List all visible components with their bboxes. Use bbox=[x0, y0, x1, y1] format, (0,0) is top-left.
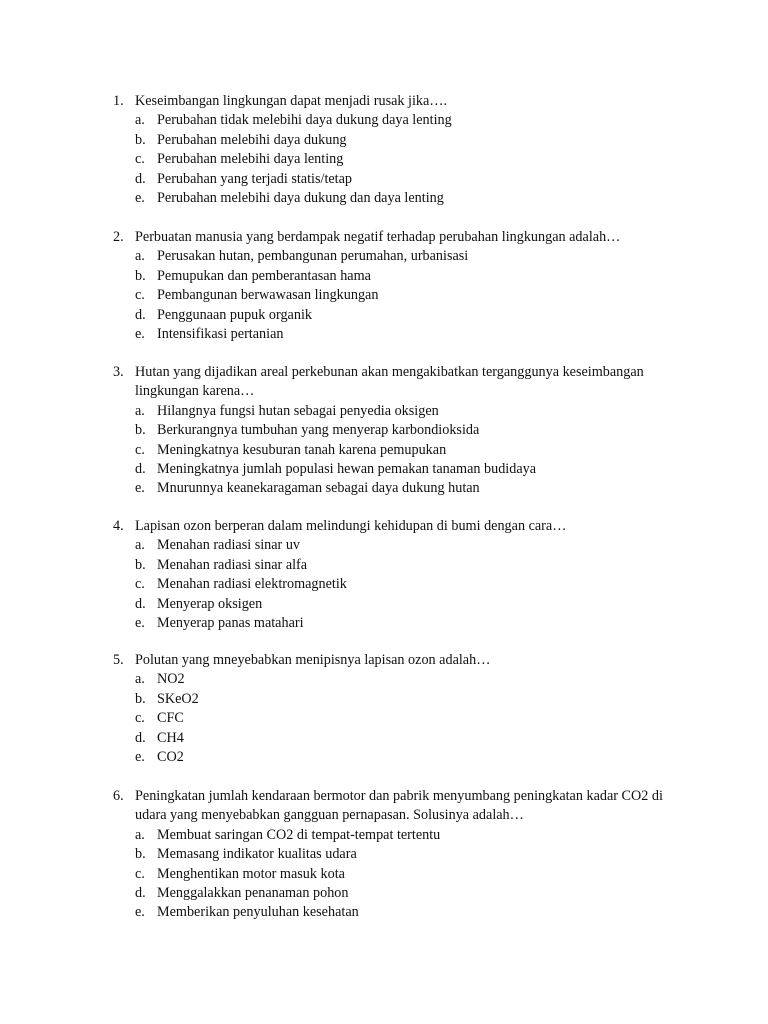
option-letter: b. bbox=[135, 422, 146, 439]
option-e bbox=[113, 903, 693, 922]
question-4 bbox=[113, 517, 693, 633]
question-number: 6. bbox=[113, 788, 124, 804]
option-letter: d. bbox=[135, 306, 146, 323]
option-letter: b. bbox=[135, 267, 146, 284]
option-letter: d. bbox=[135, 170, 146, 187]
option-text: Menghentikan motor masuk kota bbox=[157, 865, 345, 882]
option-c bbox=[113, 865, 693, 884]
question-text: Perbuatan manusia yang berdampak negatif terhadap perubahan lingkungan adalah… bbox=[135, 229, 621, 245]
option-letter: c. bbox=[135, 287, 145, 304]
option-letter: e. bbox=[135, 190, 145, 207]
option-letter: e. bbox=[135, 749, 145, 766]
question-1 bbox=[113, 92, 693, 208]
option-letter: a. bbox=[135, 671, 145, 688]
option-letter: d. bbox=[135, 729, 146, 746]
option-text: Menahan radiasi sinar alfa bbox=[157, 556, 308, 573]
option-text: Perubahan melebihi daya lenting bbox=[157, 151, 344, 168]
question-stem bbox=[113, 92, 693, 111]
option-c bbox=[113, 441, 693, 460]
question-2 bbox=[113, 228, 693, 344]
option-text: CH4 bbox=[157, 729, 184, 746]
question-number: 1. bbox=[113, 93, 124, 109]
option-text: Perusakan hutan, pembangunan perumahan, urbanisasi bbox=[157, 248, 469, 265]
option-b bbox=[113, 421, 693, 440]
option-text: Perubahan tidak melebihi daya dukung daya lenting bbox=[157, 112, 452, 129]
question-text: Polutan yang mneyebabkan menipisnya lapisan ozon adalah… bbox=[135, 652, 491, 668]
option-d bbox=[113, 460, 693, 479]
question-stem bbox=[113, 787, 693, 826]
option-text: Penggunaan pupuk organik bbox=[157, 306, 312, 323]
option-letter: a. bbox=[135, 112, 145, 129]
question-text: Peningkatan jumlah kendaraan bermotor dan pabrik menyumbang peningkatan kadar CO2 di udara yang menyebabkan gangguan pernapasan. Solusinya adalah… bbox=[135, 788, 663, 824]
option-text: CO2 bbox=[157, 749, 184, 766]
question-text: Hutan yang dijadikan areal perkebunan akan mengakibatkan terganggunya keseimbangan lingkungan karena… bbox=[135, 364, 644, 400]
option-text: Mnurunnya keanekaragaman sebagai daya dukung hutan bbox=[157, 480, 480, 497]
option-text: Menahan radiasi elektromagnetik bbox=[157, 576, 347, 593]
option-letter: e. bbox=[135, 904, 145, 921]
question-number: 2. bbox=[113, 229, 124, 245]
option-e bbox=[113, 748, 693, 767]
option-text: Berkurangnya tumbuhan yang menyerap karbondioksida bbox=[157, 422, 480, 439]
option-c bbox=[113, 286, 693, 305]
option-letter: d. bbox=[135, 461, 146, 478]
option-letter: e. bbox=[135, 480, 145, 497]
option-letter: c. bbox=[135, 151, 145, 168]
option-letter: b. bbox=[135, 690, 146, 707]
option-letter: a. bbox=[135, 248, 145, 265]
option-letter: c. bbox=[135, 710, 145, 727]
option-letter: a. bbox=[135, 826, 145, 843]
question-3 bbox=[113, 363, 693, 499]
option-e bbox=[113, 614, 693, 633]
option-text: Perubahan melebihi daya dukung bbox=[157, 131, 347, 148]
question-stem bbox=[113, 517, 693, 536]
option-d bbox=[113, 306, 693, 325]
option-letter: b. bbox=[135, 131, 146, 148]
option-letter: b. bbox=[135, 556, 146, 573]
option-a bbox=[113, 402, 693, 421]
option-text: NO2 bbox=[157, 671, 185, 688]
option-text: Memasang indikator kualitas udara bbox=[157, 846, 357, 863]
option-letter: c. bbox=[135, 441, 145, 458]
option-text: Pembangunan berwawasan lingkungan bbox=[157, 287, 379, 304]
option-text: Menggalakkan penanaman pohon bbox=[157, 885, 349, 902]
option-a bbox=[113, 826, 693, 845]
question-6 bbox=[113, 787, 693, 923]
option-letter: c. bbox=[135, 865, 145, 882]
option-b bbox=[113, 845, 693, 864]
option-a bbox=[113, 536, 693, 555]
option-d bbox=[113, 729, 693, 748]
option-text: Meningkatnya jumlah populasi hewan pemakan tanaman budidaya bbox=[157, 461, 537, 478]
option-letter: c. bbox=[135, 576, 145, 593]
option-a bbox=[113, 670, 693, 689]
option-text: Perubahan yang terjadi statis/tetap bbox=[157, 170, 353, 187]
option-d bbox=[113, 595, 693, 614]
option-b bbox=[113, 267, 693, 286]
option-text: SKeO2 bbox=[157, 690, 199, 707]
option-c bbox=[113, 709, 693, 728]
option-text: Membuat saringan CO2 di tempat-tempat tertentu bbox=[157, 826, 441, 843]
option-letter: d. bbox=[135, 595, 146, 612]
option-list bbox=[113, 402, 693, 499]
option-b bbox=[113, 556, 693, 575]
option-e bbox=[113, 189, 693, 208]
option-text: Hilangnya fungsi hutan sebagai penyedia oksigen bbox=[157, 402, 439, 419]
option-e bbox=[113, 325, 693, 344]
option-list bbox=[113, 536, 693, 633]
option-letter: b. bbox=[135, 846, 146, 863]
option-letter: a. bbox=[135, 402, 145, 419]
question-number: 4. bbox=[113, 518, 124, 534]
option-list bbox=[113, 247, 693, 344]
option-c bbox=[113, 575, 693, 594]
option-text: Menyerap oksigen bbox=[157, 595, 263, 612]
question-5 bbox=[113, 651, 693, 767]
option-letter: a. bbox=[135, 537, 145, 554]
option-letter: e. bbox=[135, 615, 145, 632]
option-list bbox=[113, 826, 693, 923]
option-text: Memberikan penyuluhan kesehatan bbox=[157, 904, 359, 921]
option-text: Menyerap panas matahari bbox=[157, 615, 304, 632]
option-b bbox=[113, 131, 693, 150]
option-letter: e. bbox=[135, 326, 145, 343]
option-text: Perubahan melebihi daya dukung dan daya lenting bbox=[157, 190, 444, 207]
question-stem bbox=[113, 363, 693, 402]
option-text: Pemupukan dan pemberantasan hama bbox=[157, 267, 371, 284]
option-text: Menahan radiasi sinar uv bbox=[157, 537, 301, 554]
option-a bbox=[113, 247, 693, 266]
option-text: Intensifikasi pertanian bbox=[157, 326, 284, 343]
question-stem bbox=[113, 228, 693, 247]
option-text: Meningkatnya kesuburan tanah karena pemupukan bbox=[157, 441, 447, 458]
option-d bbox=[113, 170, 693, 189]
option-c bbox=[113, 150, 693, 169]
option-list bbox=[113, 670, 693, 767]
question-stem bbox=[113, 651, 693, 670]
option-b bbox=[113, 690, 693, 709]
option-a bbox=[113, 111, 693, 130]
question-text: Keseimbangan lingkungan dapat menjadi rusak jika…. bbox=[135, 93, 448, 109]
option-list bbox=[113, 111, 693, 208]
question-number: 3. bbox=[113, 364, 124, 380]
question-number: 5. bbox=[113, 652, 124, 668]
option-text: CFC bbox=[157, 710, 184, 727]
option-e bbox=[113, 479, 693, 498]
question-text: Lapisan ozon berperan dalam melindungi kehidupan di bumi dengan cara… bbox=[135, 518, 567, 534]
option-letter: d. bbox=[135, 885, 146, 902]
option-d bbox=[113, 884, 693, 903]
